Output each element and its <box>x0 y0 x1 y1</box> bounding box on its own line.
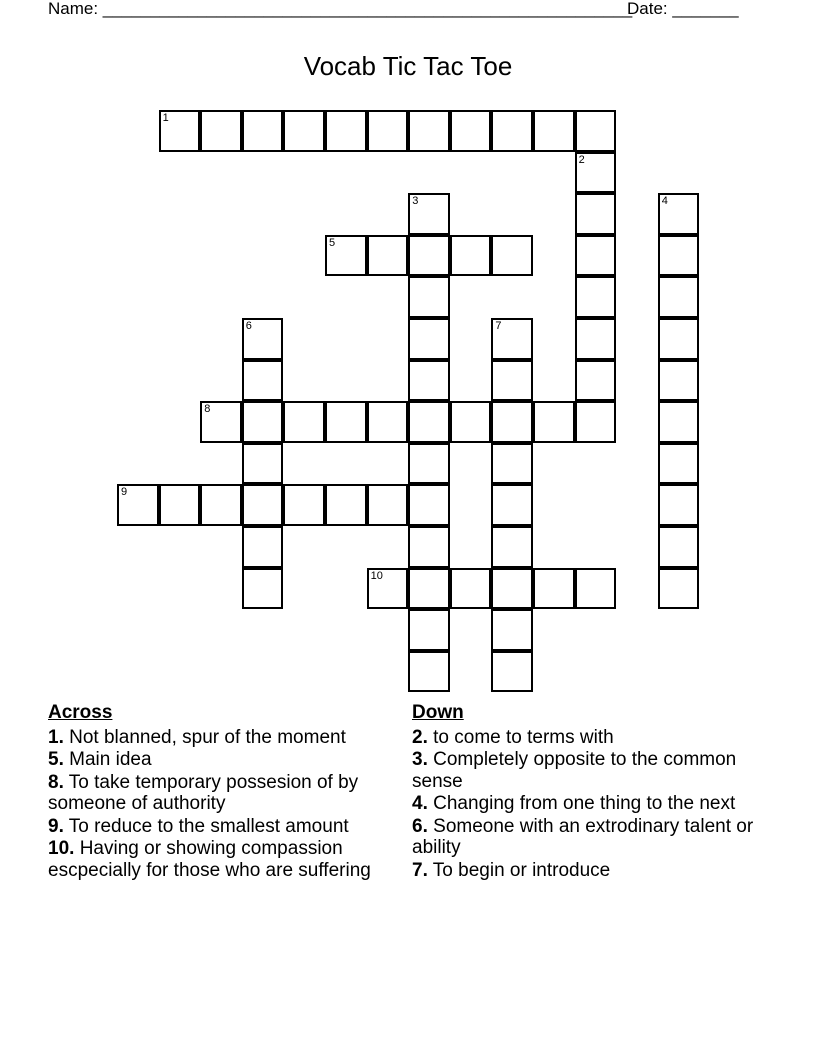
crossword-cell[interactable] <box>408 401 450 443</box>
crossword-cell[interactable] <box>491 484 533 526</box>
clue-number: 8. <box>48 771 64 793</box>
clue-number: 3. <box>412 749 428 770</box>
clue-text: Main idea <box>69 749 152 770</box>
cell-clue-number: 5 <box>329 236 336 249</box>
crossword-cell[interactable] <box>658 193 700 235</box>
down-clue <box>412 816 757 859</box>
crossword-cell[interactable] <box>658 484 700 526</box>
crossword-cell[interactable] <box>367 568 409 610</box>
crossword-cell[interactable] <box>200 401 242 443</box>
crossword-cell[interactable] <box>367 235 409 277</box>
across-clue <box>48 816 393 838</box>
crossword-cell[interactable] <box>283 110 325 152</box>
down-clue <box>412 727 757 749</box>
crossword-cell[interactable] <box>325 235 367 277</box>
cell-clue-number: 8 <box>204 403 211 416</box>
cell-clue-number: 1 <box>162 112 169 124</box>
crossword-cell[interactable] <box>367 401 409 443</box>
clue-text: To take temporary possesion of by someone of authority <box>48 771 359 814</box>
clue-number: 7. <box>412 859 428 881</box>
crossword-cell[interactable] <box>367 110 409 152</box>
crossword-cell[interactable] <box>491 360 533 402</box>
cell-clue-number: 2 <box>578 153 585 166</box>
crossword-cell[interactable] <box>658 235 700 277</box>
crossword-cell[interactable] <box>159 484 201 526</box>
down-clue <box>412 793 757 815</box>
crossword-cell[interactable] <box>408 110 450 152</box>
crossword-cell[interactable] <box>283 401 325 443</box>
crossword-cell[interactable] <box>658 276 700 318</box>
crossword-cell[interactable] <box>408 318 450 360</box>
crossword-cell[interactable] <box>491 609 533 651</box>
crossword-cell[interactable] <box>450 110 492 152</box>
crossword-cell[interactable] <box>242 484 284 526</box>
crossword-cell[interactable] <box>491 568 533 610</box>
crossword-cell[interactable] <box>491 651 533 693</box>
cell-clue-number: 10 <box>370 569 383 582</box>
cell-clue-number: 7 <box>495 320 502 332</box>
crossword-cell[interactable] <box>367 484 409 526</box>
crossword-cell[interactable] <box>533 568 575 610</box>
clue-number: 10. <box>48 838 75 859</box>
cell-clue-number: 3 <box>412 195 419 208</box>
clue-text: Completely opposite to the common sense <box>412 749 737 792</box>
crossword-cell[interactable] <box>575 152 617 194</box>
down-clue <box>412 860 757 882</box>
crossword-cell[interactable] <box>450 568 492 610</box>
crossword-cell[interactable] <box>408 484 450 526</box>
crossword-cell[interactable] <box>491 443 533 485</box>
crossword-cell[interactable] <box>658 526 700 568</box>
clue-text: Having or showing compassion escpecially for those who are suffering <box>48 838 371 881</box>
crossword-cell[interactable] <box>658 360 700 402</box>
across-heading: Across <box>48 702 113 723</box>
crossword-cell[interactable] <box>450 235 492 277</box>
crossword-cell[interactable] <box>533 401 575 443</box>
crossword-cell[interactable] <box>575 568 617 610</box>
crossword-cell[interactable] <box>200 110 242 152</box>
crossword-cell[interactable] <box>200 484 242 526</box>
clue-number: 1. <box>48 726 64 748</box>
crossword-cell[interactable] <box>658 318 700 360</box>
crossword-cell[interactable] <box>408 193 450 235</box>
clue-text: To reduce to the smallest amount <box>68 815 349 837</box>
crossword-cell[interactable] <box>450 401 492 443</box>
crossword-cell[interactable] <box>242 568 284 610</box>
crossword-cell[interactable] <box>242 401 284 443</box>
crossword-cell[interactable] <box>408 568 450 610</box>
crossword-cell[interactable] <box>242 526 284 568</box>
crossword-cell[interactable] <box>491 318 533 360</box>
crossword-cell[interactable] <box>491 526 533 568</box>
crossword-cell[interactable] <box>575 235 617 277</box>
crossword-cell[interactable] <box>408 443 450 485</box>
crossword-cell[interactable] <box>658 568 700 610</box>
crossword-cell[interactable] <box>159 110 201 152</box>
across-clue <box>48 838 393 881</box>
clue-number: 6. <box>412 815 428 837</box>
cell-clue-number: 6 <box>245 320 252 332</box>
crossword-cell[interactable] <box>325 110 367 152</box>
crossword-cell[interactable] <box>408 235 450 277</box>
date-field: Date: _______ <box>627 0 739 18</box>
clue-number: 2. <box>412 726 428 748</box>
clue-text: Not blanned, spur of the moment <box>69 726 346 748</box>
crossword-cell[interactable] <box>242 360 284 402</box>
crossword-cell[interactable] <box>491 110 533 152</box>
cell-clue-number: 4 <box>661 195 668 208</box>
across-clues <box>48 702 393 882</box>
crossword-cell[interactable] <box>408 526 450 568</box>
crossword-cell[interactable] <box>533 110 575 152</box>
crossword-cell[interactable] <box>408 276 450 318</box>
crossword-cell[interactable] <box>325 401 367 443</box>
crossword-cell[interactable] <box>117 484 159 526</box>
crossword-cell[interactable] <box>575 110 617 152</box>
crossword-cell[interactable] <box>325 484 367 526</box>
down-clues <box>412 702 757 882</box>
across-clue <box>48 772 393 815</box>
crossword-cell[interactable] <box>491 235 533 277</box>
crossword-cell[interactable] <box>575 193 617 235</box>
clue-text: To begin or introduce <box>432 859 611 881</box>
crossword-cell[interactable] <box>491 401 533 443</box>
crossword-cell[interactable] <box>242 318 284 360</box>
down-clue <box>412 749 757 792</box>
crossword-cell[interactable] <box>408 609 450 651</box>
crossword-cell[interactable] <box>242 110 284 152</box>
across-clue <box>48 749 393 771</box>
crossword-cell[interactable] <box>658 443 700 485</box>
crossword-cell[interactable] <box>575 360 617 402</box>
clue-number: 4. <box>412 793 428 814</box>
crossword-cell[interactable] <box>408 651 450 693</box>
name-field: Name: ________________________________________________________ <box>48 0 633 18</box>
cell-clue-number: 9 <box>121 486 128 499</box>
crossword-cell[interactable] <box>575 401 617 443</box>
crossword-cell[interactable] <box>408 360 450 402</box>
down-heading: Down <box>412 702 464 723</box>
clue-number: 9. <box>48 815 64 837</box>
crossword-cell[interactable] <box>242 443 284 485</box>
crossword-cell[interactable] <box>575 276 617 318</box>
page-title: Vocab Tic Tac Toe <box>303 51 513 81</box>
crossword-cell[interactable] <box>658 401 700 443</box>
crossword-cell[interactable] <box>283 484 325 526</box>
clue-text: Someone with an extrodinary talent or ability <box>412 815 754 858</box>
clue-text: Changing from one thing to the next <box>433 793 736 814</box>
crossword-cell[interactable] <box>575 318 617 360</box>
across-clue <box>48 727 393 749</box>
clue-text: to come to terms with <box>433 726 614 748</box>
clue-number: 5. <box>48 749 64 770</box>
